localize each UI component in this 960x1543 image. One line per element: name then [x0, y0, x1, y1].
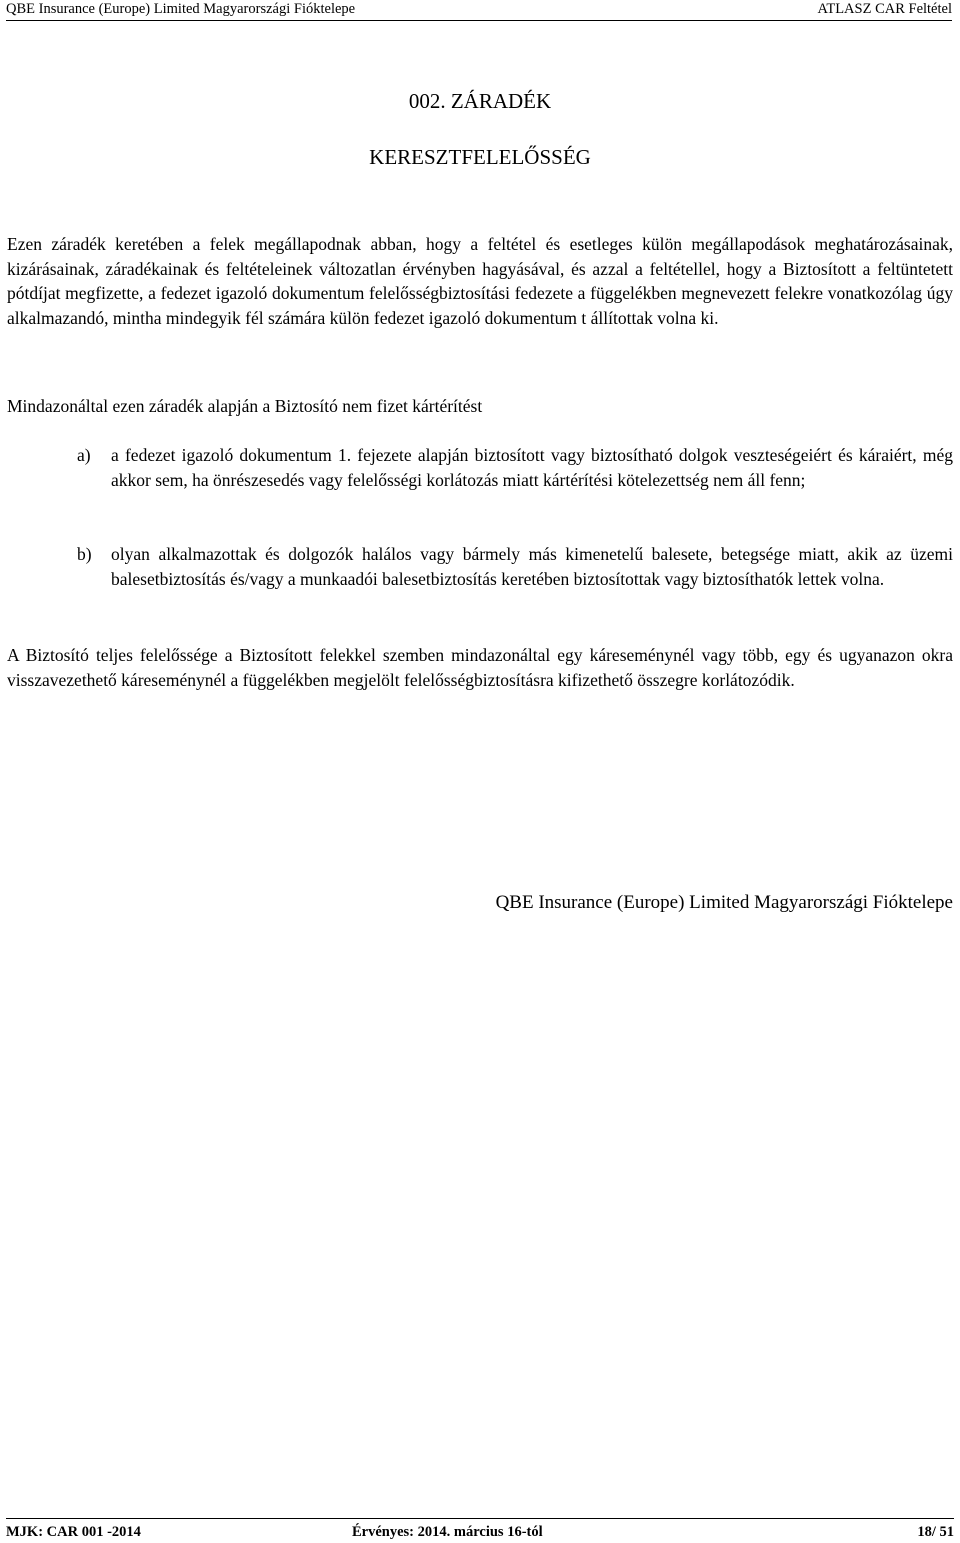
- footer-document-code: MJK: CAR 001 -2014: [6, 1524, 141, 1540]
- signature-company: QBE Insurance (Europe) Limited Magyarországi Fióktelepe: [495, 892, 953, 913]
- clause-number: 002. ZÁRADÉK: [408, 89, 552, 113]
- page-footer: [6, 1518, 954, 1541]
- footer-page-number: 18/ 51: [917, 1524, 954, 1540]
- header-product-name: ATLASZ CAR Feltétel: [817, 1, 952, 17]
- footer-validity-date: Érvényes: 2014. március 16-tól: [352, 1524, 543, 1540]
- exclusion-lead-paragraph: Mindazonáltal ezen záradék alapján a Biztosító nem fizet kártérítést: [7, 396, 483, 416]
- list-item: [7, 542, 953, 591]
- page-header: [6, 0, 952, 21]
- list-item: [7, 443, 953, 492]
- clause-title: KERESZTFELELŐSSÉG: [369, 145, 591, 169]
- list-item-marker: a): [77, 445, 91, 465]
- total-liability-paragraph: A Biztosító teljes felelőssége a Biztosított felekkel szemben mindazonáltal egy káreseménynél vagy több, egy és ugyanazon okra visszavezethető káreseménynél a függelékben megjelölt felelősségbiztosításra kifizethető összegre korlátozódik.: [7, 645, 953, 690]
- header-company-name: QBE Insurance (Europe) Limited Magyarországi Fióktelepe: [6, 1, 356, 17]
- intro-paragraph: Ezen záradék keretében a felek megállapodnak abban, hogy a feltétel és esetleges külön megállapodások meghatározásainak, kizárásainak, záradékainak és feltételeinek változatlan érvényben hagyásával, és azzal a feltétellel, hogy a Biztosított a feltüntetett pótdíjat megfizette, a fedezet igazoló dokumentum felelősségbiztosítási fedezete a függelékben megnevezett felekre vonatkozólag úgy alkalmazandó, mintha mindegyik fél számára külön fedezet igazoló dokumentum t állítottak volna ki.: [7, 234, 953, 329]
- list-item-marker: b): [77, 544, 92, 564]
- list-item-text: a fedezet igazoló dokumentum 1. fejezete alapján biztosított vagy biztosítható dolgok veszteségeiért és káraiért, még akkor sem, ha önrészesedés vagy felelősségi korlátozás miatt kártérítési kötelezettség nem áll fenn;: [111, 445, 953, 490]
- list-item-text: olyan alkalmazottak és dolgozók halálos vagy bármely más kimenetelű balesete, betegsége miatt, akik az üzemi balesetbiztosítás és/vagy a munkaadói balesetbiztosítás keretében biztosítottak vagy biztosíthatók lettek volna.: [111, 544, 953, 589]
